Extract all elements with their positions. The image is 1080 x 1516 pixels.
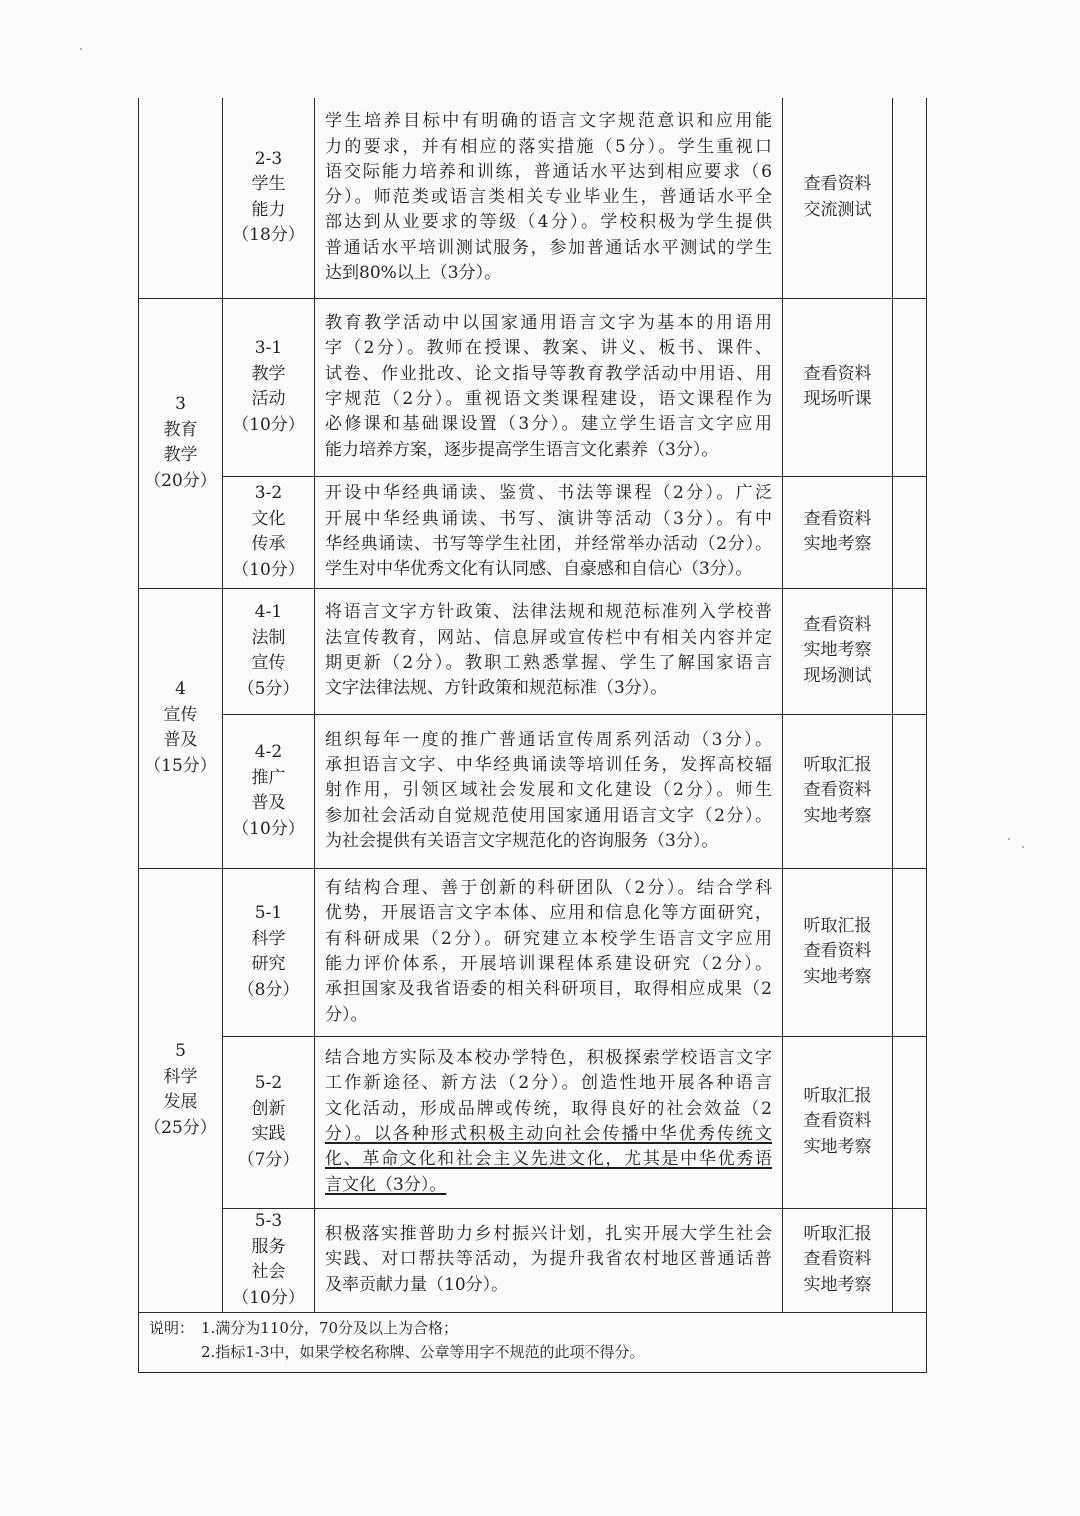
standard-line: 学生对中华优秀文化有认同感、自豪感和自信心（3分）。: [325, 559, 753, 580]
subitem-score: （10分）: [232, 414, 305, 435]
subitem-code: 4-1: [254, 602, 283, 622]
standard-line: 力的要求，并有相应的落实措施（5分）。学生重视口: [325, 136, 772, 157]
subitem-name: 服务: [251, 1236, 286, 1257]
subitem-name: 传承: [251, 534, 286, 554]
subitem-cell: [223, 476, 315, 588]
category-code: 3: [175, 394, 186, 414]
subitem-name: 宣传: [251, 653, 286, 673]
method-item: 查看资料: [803, 363, 872, 384]
category-score: （25分）: [144, 1117, 217, 1138]
score-cell: [893, 298, 927, 476]
subitem-name: 活动: [251, 389, 286, 409]
standard-line: 组织每年一度的推广普通话宣传周系列活动（3分）。: [325, 729, 772, 750]
table-row: [139, 714, 927, 868]
category-cell: [139, 868, 223, 1312]
subitem-name: 能力: [251, 199, 286, 220]
standard-line: 分）。: [325, 1004, 368, 1025]
method-item: 现场听课: [803, 389, 872, 409]
standard-cell: [315, 98, 783, 298]
subitem-cell: [223, 588, 315, 714]
category-name: 教学: [163, 445, 198, 465]
subitem-name: 法制: [251, 627, 286, 648]
method-cell: [783, 476, 893, 588]
method-item: 实地考察: [803, 1136, 872, 1157]
subitem-code: 5-2: [254, 1073, 283, 1093]
scan-speck: [1008, 838, 1010, 840]
subitem-name: 创新: [251, 1098, 286, 1119]
method-cell: [783, 1036, 893, 1208]
subitem-name: 实践: [251, 1124, 286, 1144]
standard-line: 承担语言文字、中华经典诵读等培训任务，发挥高校辐: [325, 755, 772, 776]
subitem-code: 3-1: [254, 338, 283, 358]
standard-line: 期更新（2分）。教职工熟悉掌握、学生了解国家语言: [325, 653, 772, 673]
subitem-name: 社会: [251, 1262, 286, 1282]
score-cell: [893, 714, 927, 868]
method-item: 听取汇报: [803, 754, 872, 775]
scan-speck: [80, 48, 82, 50]
category-cell-continued: [139, 98, 223, 298]
standard-line: 华经典诵读、书写等学生社团，并经常举办活动（2分）。: [325, 534, 772, 554]
subitem-code: 3-2: [254, 483, 283, 503]
standard-line: 为社会提供有关语言文字规范化的咨询服务（3分）。: [325, 830, 719, 851]
subitem-name: 学生: [251, 174, 286, 195]
standard-line: 部达到从业要求的等级（4分）。学校积极为学生提供: [325, 212, 772, 233]
standard-line: 文字法律法规、方针政策和规范标准（3分）。: [325, 678, 668, 699]
category-cell: [139, 588, 223, 868]
method-item: 听取汇报: [803, 915, 872, 936]
subitem-code: 5-1: [254, 903, 283, 923]
standard-line: 必修课和基础课设置（3分）。建立学生语言文字应用: [325, 414, 772, 435]
table-row: [139, 298, 927, 476]
standard-line: 有科研成果（2分）。研究建立本校学生语言文字应用: [325, 928, 772, 949]
subitem-name: 文化: [251, 508, 286, 529]
category-name: 发展: [163, 1092, 198, 1112]
table-row: [139, 476, 927, 588]
method-cell: [783, 868, 893, 1036]
method-item: 现场测试: [803, 665, 872, 686]
standard-line: 承担国家及我省语委的相关科研项目，取得相应成果（2: [325, 979, 772, 1000]
standard-cell: [315, 868, 783, 1036]
standard-line: 法宣传教育，网站、信息屏或宣传栏中有相关内容并定: [325, 627, 772, 648]
standard-line: 开展中华经典诵读、书写、演讲等活动（3分）。有中: [325, 508, 772, 529]
score-cell: [893, 588, 927, 714]
method-cell: [783, 588, 893, 714]
standard-line: 能力培养方案，逐步提高学生语言文化素养（3分）。: [325, 439, 719, 460]
table-row: [139, 98, 927, 298]
standard-line: 达到80%以上（3分）。: [325, 262, 502, 283]
method-cell: [783, 714, 893, 868]
standard-cell: [315, 588, 783, 714]
subitem-name: 研究: [251, 954, 286, 974]
standard-line: 字规范（2分）。重视语文类课程建设，语文课程作为: [325, 389, 772, 409]
subitem-cell: [223, 1208, 315, 1312]
note-item: 1.满分为110分，70分及以上为合格；: [201, 1319, 459, 1337]
method-item: 实地考察: [803, 640, 872, 661]
subitem-code: 4-2: [254, 742, 283, 762]
method-item: 交流测试: [803, 199, 872, 220]
subitem-score: （7分）: [237, 1149, 300, 1170]
score-cell: [893, 98, 927, 298]
standard-line: 能力评价体系，开展培训课程体系建设研究（2分）。: [325, 954, 772, 974]
method-item: 查看资料: [803, 614, 872, 635]
standard-line: 射作用，引领区域社会发展和文化建设（2分）。师生: [325, 780, 772, 801]
standard-line: 开设中华经典诵读、鉴赏、书法等课程（2分）。广泛: [325, 483, 772, 504]
standard-cell: [315, 1208, 783, 1312]
standard-line: 参加社会活动自觉规范使用国家通用语言文字（2分）。: [325, 805, 772, 826]
standard-line: 及率贡献力量（10分）。: [325, 1274, 509, 1295]
standard-line: 工作新途径、新方法（2分）。创造性地开展各种语言: [325, 1073, 772, 1094]
standard-line: 分）。以各种形式积极主动向社会传播中华优秀传统文: [325, 1124, 772, 1144]
subitem-score: （10分）: [232, 559, 305, 580]
subitem-score: （5分）: [237, 678, 300, 699]
method-item: 查看资料: [803, 508, 872, 529]
method-item: 实地考察: [803, 534, 872, 554]
category-code: 5: [175, 1041, 186, 1061]
scan-speck: [1022, 846, 1024, 848]
standard-line: 分）。师范类或语言类相关专业毕业生，普通话水平全: [325, 187, 772, 208]
subitem-name: 普及: [251, 793, 286, 813]
table-row: [139, 1036, 927, 1208]
standard-line: 有结构合理、善于创新的科研团队（2分）。结合学科: [325, 878, 772, 899]
subitem-score: （18分）: [232, 225, 305, 246]
notes-row: [139, 1312, 927, 1372]
subitem-name: 科学: [251, 928, 286, 949]
method-item: 实地考察: [803, 966, 872, 987]
subitem-score: （8分）: [237, 979, 300, 1000]
note-line: [149, 1316, 916, 1340]
category-code: 4: [175, 679, 186, 699]
table-row: [139, 868, 927, 1036]
standard-cell: [315, 298, 783, 476]
standard-cell: [315, 1036, 783, 1208]
standard-line: 字（2分）。教师在授课、教案、讲义、板书、课件、: [325, 338, 772, 359]
standard-line: 实践、对口帮扶等活动，为提升我省农村地区普通话普: [325, 1249, 772, 1270]
subitem-name: 推广: [251, 767, 286, 788]
method-item: 查看资料: [803, 780, 872, 801]
note-item: 2.指标1-3中，如果学校名称牌、公章等用字不规范的此项不得分。: [201, 1343, 645, 1361]
subitem-score: （10分）: [232, 1287, 305, 1308]
standard-line: 普通话水平培训测试服务，参加普通话水平测试的学生: [325, 237, 772, 258]
method-item: 听取汇报: [803, 1223, 872, 1244]
method-item: 实地考察: [803, 1274, 872, 1295]
subitem-code: 5-3: [254, 1211, 283, 1231]
subitem-cell: [223, 298, 315, 476]
method-cell: [783, 298, 893, 476]
method-cell: [783, 98, 893, 298]
category-score: （20分）: [144, 470, 217, 491]
standard-line: 语交际能力培养和训练，普通话水平达到相应要求（6: [325, 161, 772, 182]
note-line: [149, 1340, 916, 1364]
method-item: 实地考察: [803, 805, 872, 826]
standard-line: 化、革命文化和社会主义先进文化，尤其是中华优秀语: [325, 1149, 772, 1170]
category-name: 普及: [163, 730, 198, 750]
category-score: （15分）: [144, 755, 217, 776]
standard-line: 结合地方实际及本校办学特色，积极探索学校语言文字: [325, 1048, 772, 1069]
subitem-score: （10分）: [232, 818, 305, 839]
category-name: 教育: [163, 419, 198, 440]
method-cell: [783, 1208, 893, 1312]
method-item: 查看资料: [803, 1249, 872, 1270]
standard-line: 学生培养目标中有明确的语言文字规范意识和应用能: [325, 111, 772, 132]
subitem-name: 教学: [251, 363, 286, 384]
score-cell: [893, 1036, 927, 1208]
method-item: 查看资料: [803, 1111, 872, 1132]
standard-line: 积极落实推普助力乡村振兴计划，扎实开展大学生社会: [325, 1224, 772, 1245]
category-cell: [139, 298, 223, 588]
score-cell: [893, 1208, 927, 1312]
method-item: 听取汇报: [803, 1085, 872, 1106]
score-cell: [893, 868, 927, 1036]
table-row: [139, 588, 927, 714]
subitem-cell: [223, 98, 315, 298]
evaluation-table: [138, 98, 927, 1373]
method-item: 查看资料: [803, 941, 872, 962]
table-row: [139, 1208, 927, 1312]
standard-line: 言文化（3分）。: [325, 1174, 447, 1195]
standard-line: 试卷、作业批改、论文指导等教育教学活动中用语、用: [325, 363, 772, 384]
subitem-cell: [223, 868, 315, 1036]
standard-cell: [315, 476, 783, 588]
standard-line: 将语言文字方针政策、法律法规和规范标准列入学校普: [325, 602, 772, 623]
method-item: 查看资料: [803, 174, 872, 195]
category-name: 科学: [163, 1066, 198, 1087]
notes-label: 说明：: [149, 1319, 195, 1337]
standard-line: 文化活动，形成品牌或传统，取得良好的社会效益（2: [325, 1098, 772, 1119]
standard-line: 教育教学活动中以国家通用语言文字为基本的用语用: [325, 313, 772, 334]
category-name: 宣传: [163, 704, 198, 725]
standard-line: 优势，开展语言文字本体、应用和信息化等方面研究，: [325, 903, 772, 924]
standard-cell: [315, 714, 783, 868]
subitem-cell: [223, 1036, 315, 1208]
score-cell: [893, 476, 927, 588]
notes-cell: [139, 1312, 927, 1372]
subitem-cell: [223, 714, 315, 868]
subitem-code: 2-3: [254, 148, 283, 169]
